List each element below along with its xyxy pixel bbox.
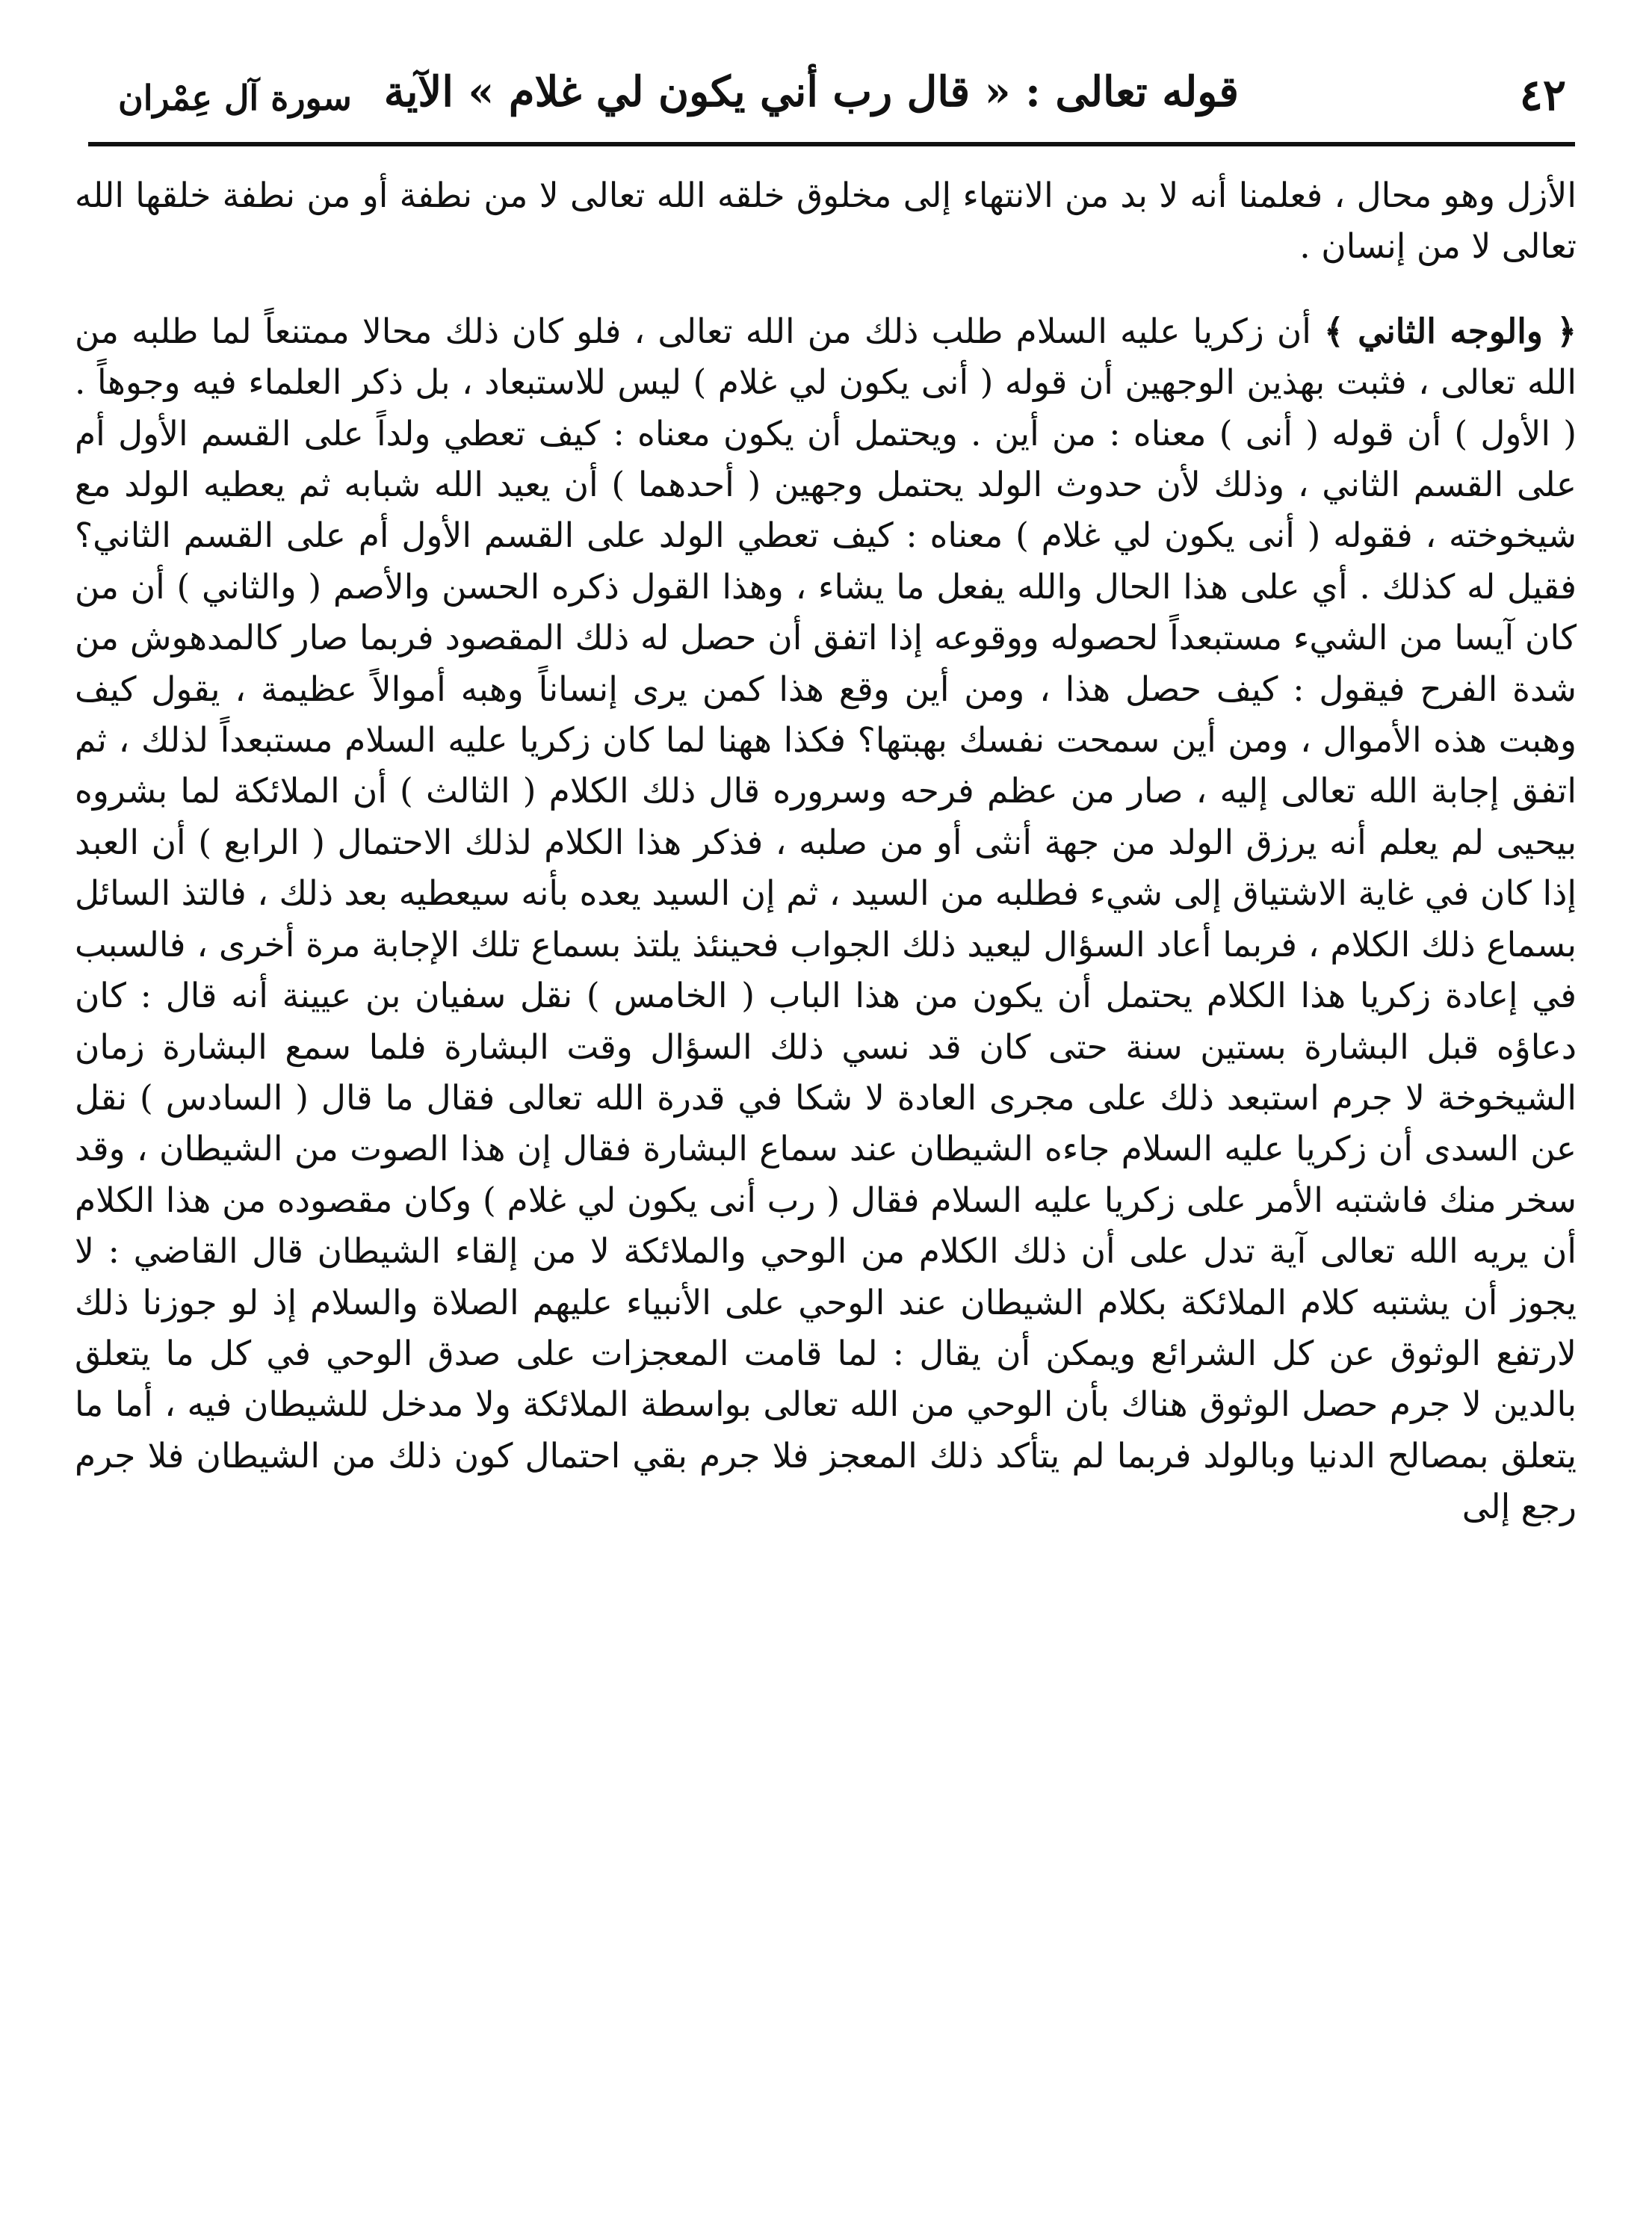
paragraph-2	[75, 306, 1577, 1533]
section-label: ﴿ والوجه الثاني ﴾	[1324, 310, 1577, 351]
running-title: قوله تعالى : « قال رب أني يكون لي غلام » الآية	[383, 67, 1239, 117]
paragraph-2-text: أن زكريا عليه السلام طلب ذلك من الله تعالى ، فلو كان ذلك محالا ممتنعاً لما طلبه من الله تعالى ، فثبت بهذين الوجهين أن قوله ( أنى يكون لي غلام ) ليس للاستبعاد ، بل ذكر العلماء فيه وجوهاً . ( الأول ) أن قوله ( أنى ) معناه : من أين . ويحتمل أن يكون معناه : كيف تعطي ولداً على القسم الأول أم على القسم الثاني ، وذلك لأن حدوث الولد يحتمل وجهين ( أحدهما ) أن يعيد الله شبابه ثم يعطيه الولد مع شيخوخته ، فقوله ( أنى يكون لي غلام ) معناه : كيف تعطي الولد على القسم الأول أم على القسم الثاني؟ فقيل له كذلك . أي على هذا الحال والله يفعل ما يشاء ، وهذا القول ذكره الحسن والأصم ( والثاني ) أن من كان آيسا من الشيء مستبعداً لحصوله ووقوعه إذا اتفق أن حصل له ذلك المقصود فربما صار كالمدهوش من شدة الفرح فيقول : كيف حصل هذا ، ومن أين وقع هذا كمن يرى إنساناً وهبه أموالاً عظيمة ، يقول كيف وهبت هذه الأموال ، ومن أين سمحت نفسك بهبتها؟ فكذا ههنا لما كان زكريا عليه السلام مستبعداً لذلك ، ثم اتفق إجابة الله تعالى إليه ، صار من عظم فرحه وسروره قال ذلك الكلام ( الثالث ) أن الملائكة لما بشروه بيحيى لم يعلم أنه يرزق الولد من جهة أنثى أو من صلبه ، فذكر هذا الكلام لذلك الاحتمال ( الرابع ) أن العبد إذا كان في غاية الاشتياق إلى شيء فطلبه من السيد ، ثم إن السيد يعده بأنه سيعطيه بعد ذلك ، فالتذ السائل بسماع ذلك الكلام ، فربما أعاد السؤال ليعيد ذلك الجواب فحينئذ يلتذ بسماع تلك الإجابة مرة أخرى ، فالسبب في إعادة زكريا هذا الكلام يحتمل أن يكون من هذا الباب ( الخامس ) نقل سفيان بن عيينة أنه قال : كان دعاؤه قبل البشارة بستين سنة حتى كان قد نسي ذلك السؤال وقت البشارة فلما سمع البشارة زمان الشيخوخة لا جرم استبعد ذلك على مجرى العادة لا شكا في قدرة الله تعالى فقال ما قال ( السادس ) نقل عن السدى أن زكريا عليه السلام جاءه الشيطان عند سماع البشارة فقال إن هذا الصوت من الشيطان ، وقد سخر منك فاشتبه الأمر على زكريا عليه السلام فقال ( رب أنى يكون لي غلام ) وكان مقصوده من هذا الكلام أن يريه الله تعالى آية تدل على أن ذلك الكلام من الوحي والملائكة لا من إلقاء الشيطان قال القاضي : لا يجوز أن يشتبه كلام الملائكة بكلام الشيطان عند الوحي على الأنبياء عليهم الصلاة والسلام إذ لو جوزنا ذلك لارتفع الوثوق عن كل الشرائع ويمكن أن يقال : لما قامت المعجزات على صدق الوحي في كل ما يتعلق بالدين لا جرم حصل الوثوق هناك بأن الوحي من الله تعالى بواسطة الملائكة ولا مدخل للشيطان فيه ، أما ما يتعلق بمصالح الدنيا وبالولد فربما لم يتأكد ذلك المعجز فلا جرم بقي احتمال كون ذلك من الشيطان فلا جرم رجع إلى	[75, 311, 1577, 1527]
surah-name: سورة آل عِمْران	[118, 78, 352, 118]
page-header	[88, 61, 1575, 136]
page-body	[75, 170, 1577, 1533]
paragraph-1: الأزل وهو محال ، فعلمنا أنه لا بد من الانتهاء إلى مخلوق خلقه الله تعالى لا من نطفة أو من نطفة خلقها الله تعالى لا من إنسان .	[75, 176, 1577, 267]
page-number: ٤٢	[1519, 69, 1566, 120]
header-divider	[88, 142, 1575, 146]
